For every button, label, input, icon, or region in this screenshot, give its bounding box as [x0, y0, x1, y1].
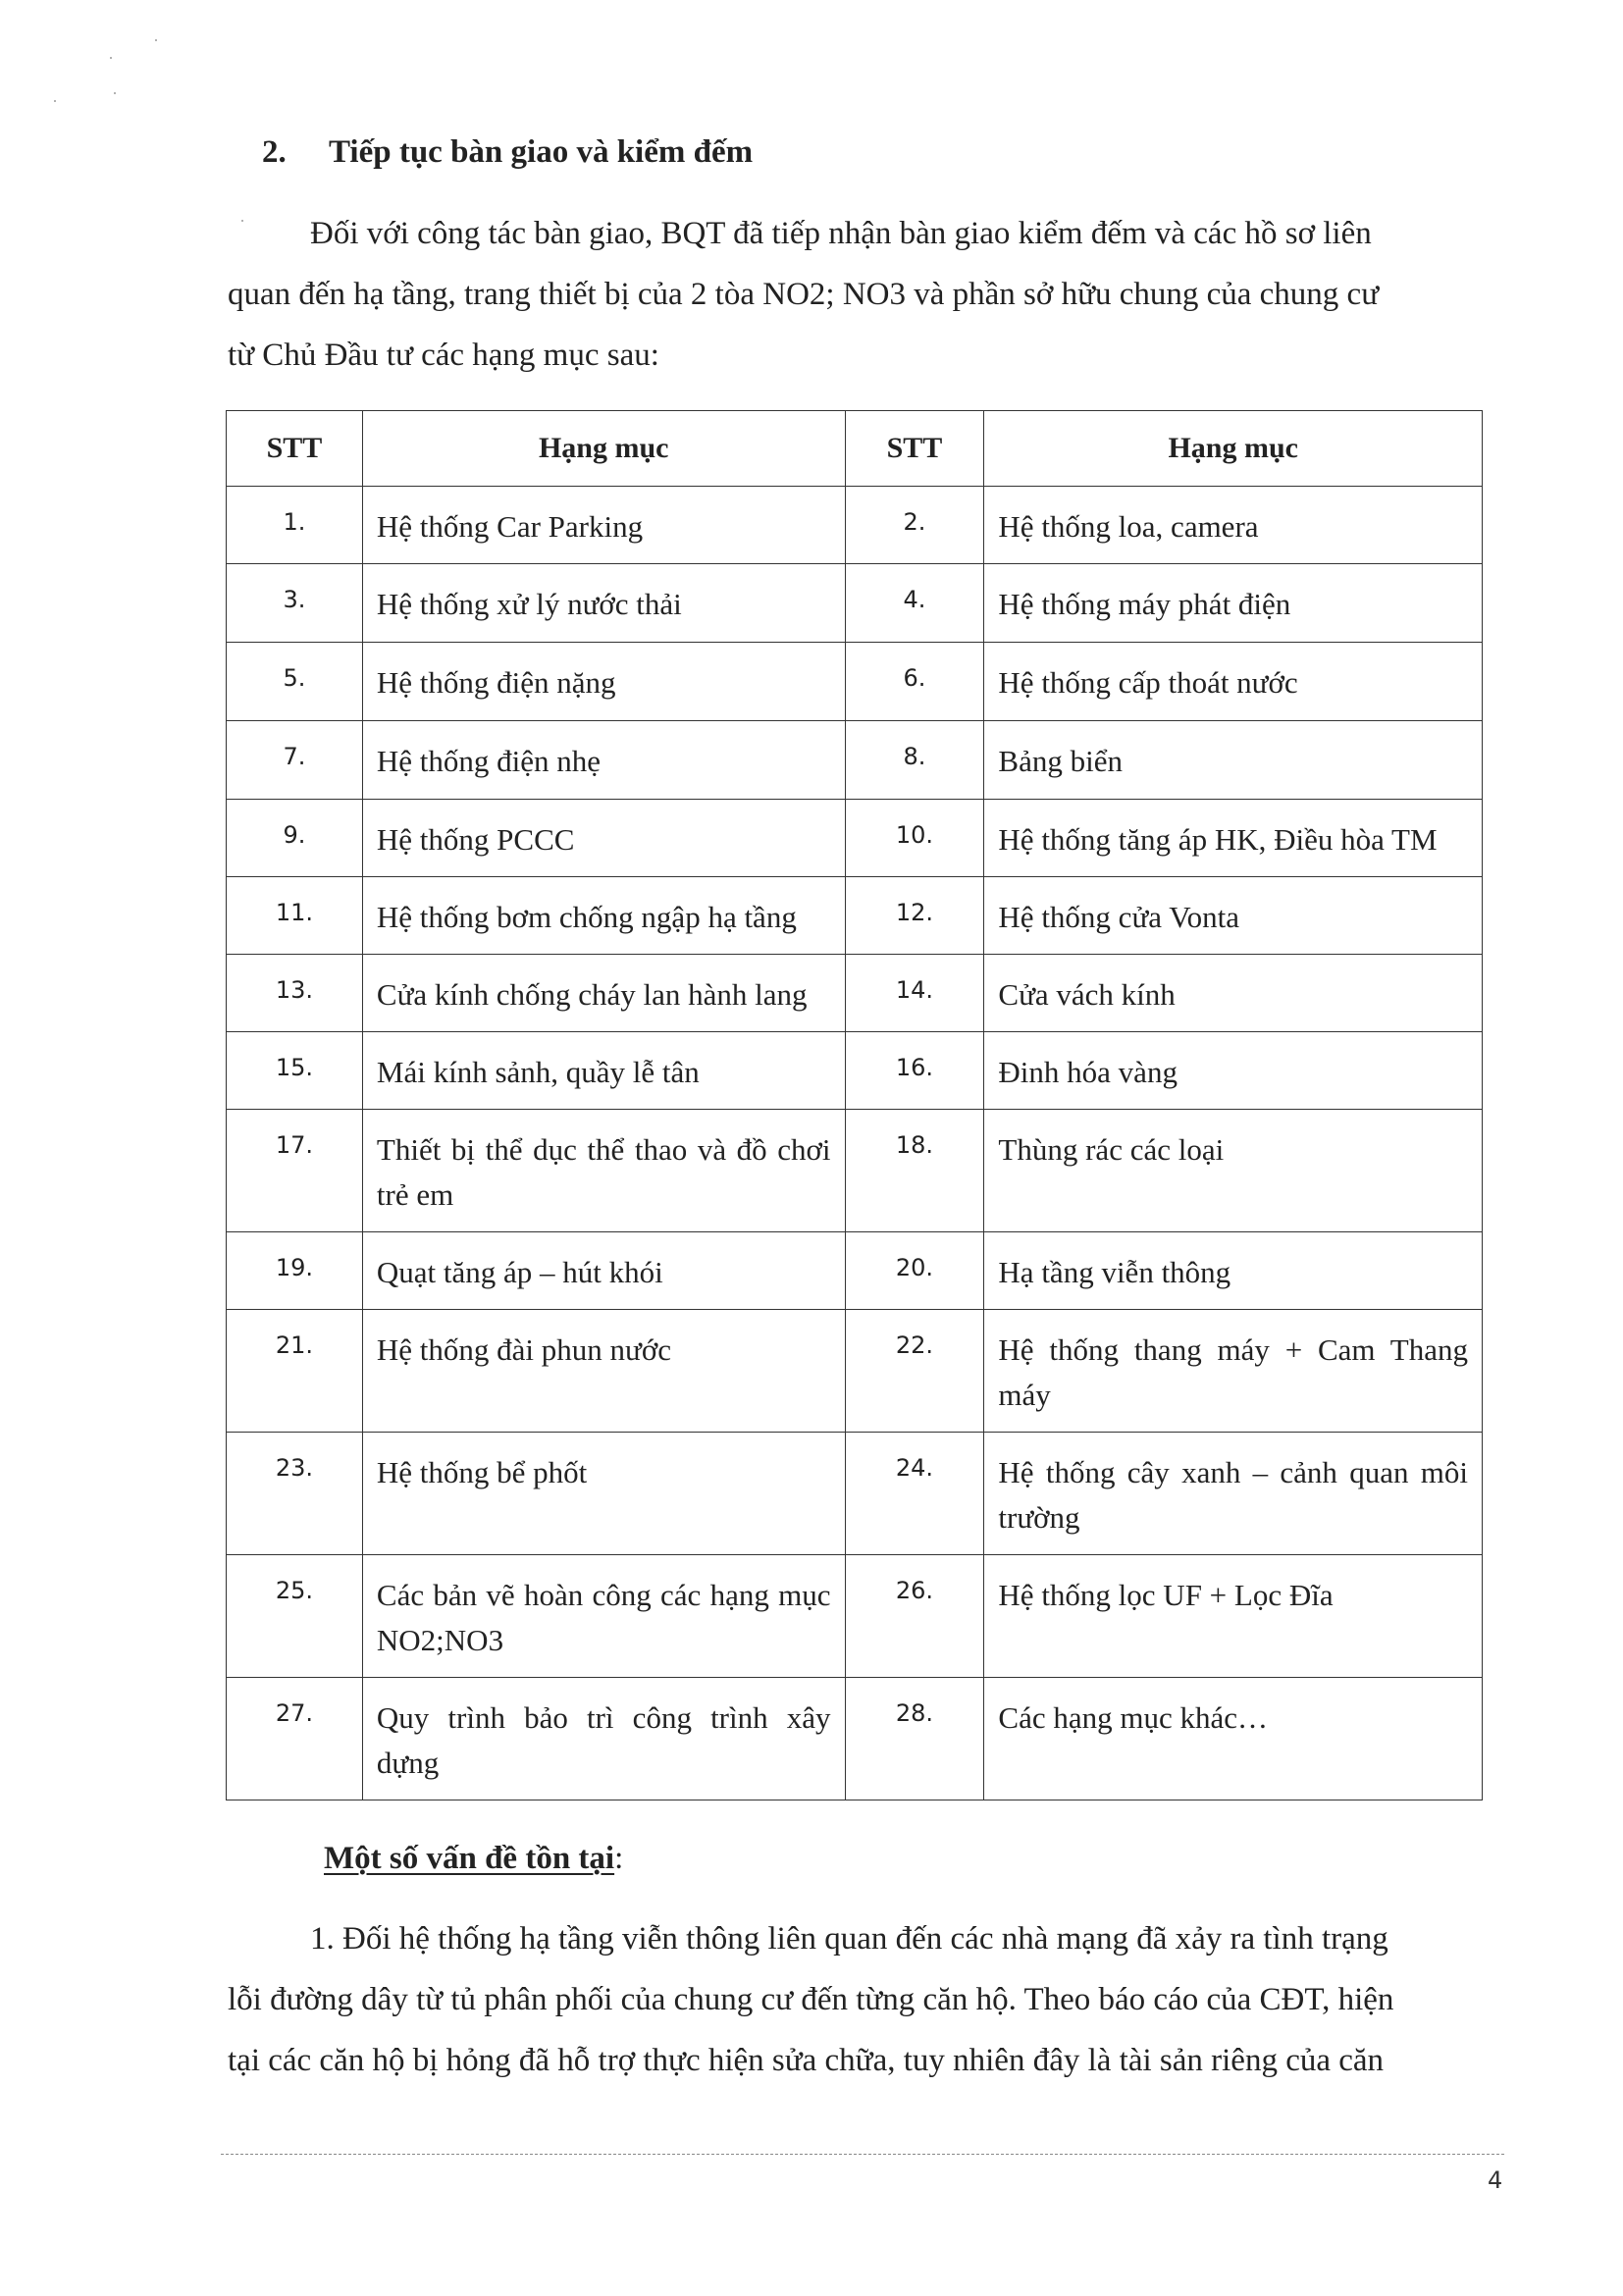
item-name-cell: Đinh hóa vàng	[984, 1032, 1483, 1110]
row-number-cell: 20.	[845, 1232, 984, 1310]
table-row	[227, 1310, 1483, 1433]
item-name-cell: Hệ thống điện nhẹ	[362, 721, 845, 800]
row-number-cell: 10.	[845, 800, 984, 877]
section-heading	[262, 134, 753, 171]
row-number-cell: 23.	[227, 1433, 363, 1555]
row-number-cell: 15.	[227, 1032, 363, 1110]
row-number-cell: 8.	[845, 721, 984, 800]
item-name-cell: Hệ thống Car Parking	[362, 487, 845, 564]
item-name-cell: Các bản vẽ hoàn công các hạng mục NO2;NO3	[362, 1555, 845, 1678]
handover-items-table	[226, 410, 1483, 1800]
row-number-cell: 6.	[845, 643, 984, 721]
row-number-cell: 1.	[227, 487, 363, 564]
row-number-cell: 9.	[227, 800, 363, 877]
row-number-cell: 18.	[845, 1110, 984, 1232]
item-name-cell: Hệ thống thang máy + Cam Thang máy	[984, 1310, 1483, 1433]
item-name-cell: Hệ thống máy phát điện	[984, 564, 1483, 643]
item-name-cell: Mái kính sảnh, quầy lễ tân	[362, 1032, 845, 1110]
item-name-cell: Hệ thống lọc UF + Lọc Đĩa	[984, 1555, 1483, 1678]
item-name-cell: Cửa kính chống cháy lan hành lang	[362, 955, 845, 1032]
scan-speck	[110, 57, 112, 59]
table-row	[227, 1232, 1483, 1310]
row-number-cell: 13.	[227, 955, 363, 1032]
row-number-cell: 12.	[845, 877, 984, 955]
table-row	[227, 955, 1483, 1032]
item-name-cell: Hệ thống cấp thoát nước	[984, 643, 1483, 721]
issues-line: 1. Đối hệ thống hạ tầng viễn thông liên quan đến các nhà mạng đã xảy ra tình trạng	[310, 1921, 1388, 1957]
intro-line: từ Chủ Đầu tư các hạng mục sau:	[228, 338, 659, 373]
row-number-cell: 19.	[227, 1232, 363, 1310]
row-number-cell: 14.	[845, 955, 984, 1032]
item-name-cell: Hệ thống điện nặng	[362, 643, 845, 721]
issues-paragraph	[228, 1908, 1509, 2091]
item-name-cell: Thùng rác các loại	[984, 1110, 1483, 1232]
row-number-cell: 21.	[227, 1310, 363, 1433]
row-number-cell: 22.	[845, 1310, 984, 1433]
item-name-cell: Hệ thống tăng áp HK, Điều hòa TM	[984, 800, 1483, 877]
item-name-cell: Thiết bị thể dục thể thao và đồ chơi trẻ em	[362, 1110, 845, 1232]
table-header-row	[227, 411, 1483, 487]
item-name-cell: Hệ thống PCCC	[362, 800, 845, 877]
row-number-cell: 24.	[845, 1433, 984, 1555]
header-item: Hạng mục	[362, 411, 845, 487]
item-name-cell: Hệ thống cây xanh – cảnh quan môi trường	[984, 1433, 1483, 1555]
row-number-cell: 5.	[227, 643, 363, 721]
row-number-cell: 16.	[845, 1032, 984, 1110]
table-row	[227, 643, 1483, 721]
item-name-cell: Bảng biển	[984, 721, 1483, 800]
page-number: 4	[1488, 2166, 1503, 2194]
row-number-cell: 3.	[227, 564, 363, 643]
item-name-cell: Quạt tăng áp – hút khói	[362, 1232, 845, 1310]
intro-line: quan đến hạ tầng, trang thiết bị của 2 tòa NO2; NO3 và phần sở hữu chung của chung cư	[228, 277, 1380, 312]
table-row	[227, 564, 1483, 643]
table-row	[227, 487, 1483, 564]
section-title: Tiếp tục bàn giao và kiểm đếm	[329, 134, 754, 170]
issues-line: tại các căn hộ bị hỏng đã hỗ trợ thực hiện sửa chữa, tuy nhiên đây là tài sản riêng của căn	[228, 2043, 1385, 2078]
row-number-cell: 17.	[227, 1110, 363, 1232]
item-name-cell: Các hạng mục khác…	[984, 1678, 1483, 1800]
table-row	[227, 1678, 1483, 1800]
item-name-cell: Quy trình bảo trì công trình xây dựng	[362, 1678, 845, 1800]
issues-line: lỗi đường dây từ tủ phân phối của chung cư đến từng căn hộ. Theo báo cáo của CĐT, hiện	[228, 1982, 1394, 2017]
intro-line: Đối với công tác bàn giao, BQT đã tiếp nhận bàn giao kiểm đếm và các hồ sơ liên	[310, 216, 1372, 251]
item-name-cell: Hệ thống loa, camera	[984, 487, 1483, 564]
scan-speck	[155, 39, 157, 41]
scan-speck	[54, 100, 56, 102]
footer-divider	[221, 2154, 1504, 2155]
item-name-cell: Hệ thống đài phun nước	[362, 1310, 845, 1433]
header-item: Hạng mục	[984, 411, 1483, 487]
row-number-cell: 26.	[845, 1555, 984, 1678]
header-stt: STT	[227, 411, 363, 487]
table-row	[227, 877, 1483, 955]
row-number-cell: 27.	[227, 1678, 363, 1800]
row-number-cell: 25.	[227, 1555, 363, 1678]
header-stt: STT	[845, 411, 984, 487]
issues-title: Một số vấn đề tồn tại	[324, 1841, 615, 1876]
row-number-cell: 28.	[845, 1678, 984, 1800]
section-number: 2.	[262, 134, 287, 170]
item-name-cell: Hạ tầng viễn thông	[984, 1232, 1483, 1310]
table-row	[227, 1555, 1483, 1678]
item-name-cell: Cửa vách kính	[984, 955, 1483, 1032]
row-number-cell: 2.	[845, 487, 984, 564]
item-name-cell: Hệ thống xử lý nước thải	[362, 564, 845, 643]
table-body	[227, 487, 1483, 1800]
table-row	[227, 1110, 1483, 1232]
row-number-cell: 7.	[227, 721, 363, 800]
item-name-cell: Hệ thống bơm chống ngập hạ tầng	[362, 877, 845, 955]
intro-paragraph	[228, 203, 1509, 386]
item-name-cell: Hệ thống cửa Vonta	[984, 877, 1483, 955]
table-row	[227, 1433, 1483, 1555]
table-row	[227, 721, 1483, 800]
row-number-cell: 11.	[227, 877, 363, 955]
table-row	[227, 1032, 1483, 1110]
table-row	[227, 800, 1483, 877]
scan-speck	[114, 92, 116, 94]
issues-heading	[324, 1841, 623, 1877]
row-number-cell: 4.	[845, 564, 984, 643]
item-name-cell: Hệ thống bể phốt	[362, 1433, 845, 1555]
issues-title-colon: :	[614, 1841, 624, 1876]
